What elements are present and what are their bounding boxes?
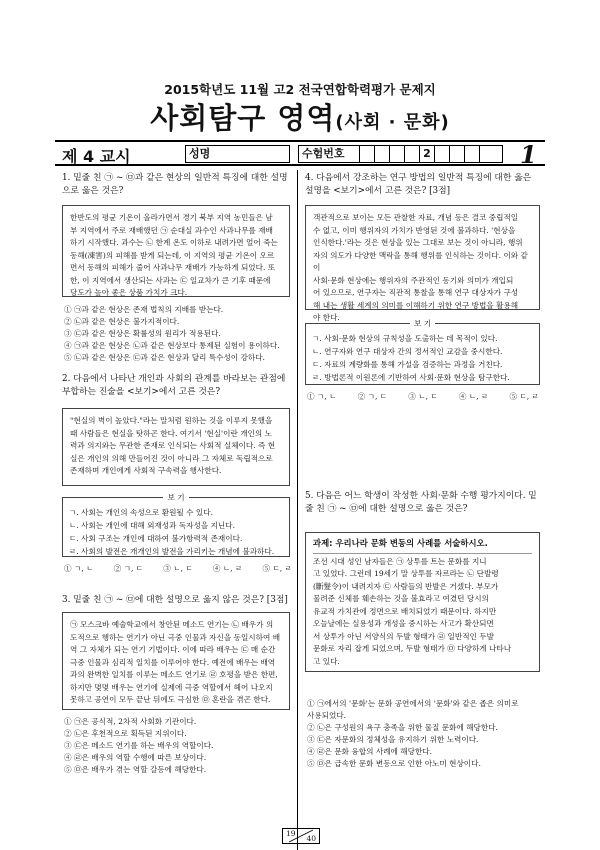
q5-choice-1-cont: 사용되었다. <box>307 711 347 720</box>
q1-choices <box>64 304 292 364</box>
header-top-rule <box>55 140 545 142</box>
q5-line: 서 상투가 아닌 서양식의 두발 형태가 ㉣ 일반적인 두발 <box>313 631 494 641</box>
footer-page-b: 40 <box>306 834 316 843</box>
q3-line: 역 그 자체가 되는 연기 기법이다. 이에 따라 배우는 ㉢ 매 순간 <box>70 645 276 654</box>
id-label: 수험번호 <box>302 147 345 160</box>
q1-choice-4[interactable]: ④ ㉠과 같은 현상은 ㉡과 같은 현상보다 통제된 실험이 용이하다. <box>64 341 280 350</box>
q5-line: 고 있었다. 그런데 19세기 말 상투를 자르라는 ㉡ 단발령 <box>313 569 499 578</box>
q4-bogi-label: 보 기 <box>410 319 435 328</box>
q3-choice-1[interactable]: ① ㉠은 공식적, 2차적 사회화 기관이다. <box>64 717 197 726</box>
q2-stem: 2. 다음에서 나타난 개인과 사회의 관계를 바라보는 관점에 부합하는 진술을 <보기>에서 고른 것은? <box>62 374 286 397</box>
q2-bogi-item: ㄹ. 사회의 발전은 개개인의 발전을 가리키는 개념에 불과하다. <box>69 547 275 556</box>
q1-line: 면서 동해의 피해가 줄어 사과나무 재배가 가능하게 되었다. 또 <box>70 263 276 272</box>
subject-title <box>0 96 600 137</box>
q3-line: ㉠ 모스크바 예술학교에서 창안된 메소드 연기는 ㉡ 배우가 의 <box>70 620 274 629</box>
q3-choice-3[interactable]: ③ ㉢은 메소드 연기를 하는 배우의 역할이다. <box>64 741 214 750</box>
q2-line: 실은 개인의 의해 만들어진 것이 아니라 그 자체로 독립적으로 <box>70 453 273 463</box>
q2-bogi-item: ㄱ. 사회는 개인의 속성으로 환원될 수 있다. <box>69 508 214 517</box>
q2-line: 력과 의지와는 무관한 존재로 인식되는 사회적 실체이다. 즉 현 <box>70 441 276 450</box>
q5-choice-3[interactable]: ③ ㉢은 자문화의 정체성을 유지하기 위한 노력이다. <box>307 735 479 744</box>
q2-bogi-item: ㄷ. 사회 구조는 개인에 대하여 불가항력적 존재이다. <box>69 534 243 543</box>
q2-option-4[interactable]: ④ ㄴ, ㄹ <box>212 564 243 573</box>
q3-line: 도적으로 행하는 연기가 아닌 극중 인물과 자신을 동일시하여 배 <box>70 632 281 642</box>
q5-line: 고 있다. <box>313 656 340 666</box>
q3-choices <box>64 716 292 776</box>
footer-page-counter <box>282 828 320 844</box>
id-field[interactable] <box>298 145 503 163</box>
q1-line: 동해(凍害)의 피해를 받게 되는데, 이 지역의 평균 기온이 오르 <box>70 250 275 260</box>
q3-line: 극중 인물과 심리적 일치를 이루어야 한다. 예전에 배우는 배역 <box>70 657 276 667</box>
page-number: 1 <box>520 140 537 169</box>
q2-passage <box>62 408 290 486</box>
q5-task-divider <box>313 553 532 554</box>
q4-line: 어 있으므로, 연구자는 직관적 통찰을 통해 연구 대상자가 구성 <box>313 288 519 297</box>
id-cell <box>479 146 494 162</box>
q1-stem: 1. 밑줄 친 ㉠ ~ ㉤과 같은 현상의 일반적 특징에 대한 설명으로 옳은 것은? <box>62 173 288 196</box>
name-field[interactable] <box>185 145 290 163</box>
q2-line: 존재하며 개인에게 사회적 구속력을 행사한다. <box>70 466 222 475</box>
q5-line: 문화로 자리 잡게 되었으며, 두발 형태가 ㉤ 다양하게 나타나 <box>313 644 512 653</box>
q5-line: 유교적 가치관에 정면으로 배치되었기 때문이다. 하지만 <box>313 606 497 616</box>
period-label: 제 4 교시 <box>62 147 131 166</box>
q2-option-5[interactable]: ⑤ ㄷ, ㄹ <box>262 564 292 573</box>
q4-bogi-item: ㄹ. 방법론적 이원론에 기반하여 사회·문화 현상을 탐구한다. <box>312 373 510 382</box>
q4-stem: 4. 다음에서 강조하는 연구 방법의 일반적 특징에 대한 옳은 설명을 <보기>에서 고른 것은? [3점] <box>305 173 532 196</box>
q2-option-3[interactable]: ③ ㄴ, ㄷ <box>163 564 193 573</box>
q2-line: "현실의 벽이 높았다."라는 말처럼 원하는 것을 이루지 못했을 <box>70 416 273 425</box>
q4-line: 자의 의도가 다양한 맥락을 통해 행위를 인식하는 것이다. 이와 같이 <box>313 250 528 272</box>
q2-bogi-label: 보 기 <box>163 493 188 502</box>
q4-option-5[interactable]: ⑤ ㄷ, ㄹ <box>509 392 539 401</box>
subject-main: 사회탐구 영역 <box>150 101 336 135</box>
q5-choice-1[interactable]: ① ㉠에서의 '문화'는 문화 공연에서의 '문화'와 같은 좁은 의미로 <box>307 699 519 708</box>
q3-passage <box>62 612 290 710</box>
q5-stem: 5. 다음은 어느 학생이 작성한 사회·문화 수행 평가지이다. 밑줄 친 ㉠ ~ ㉤에 대한 설명으로 옳은 것은? <box>305 491 537 514</box>
q5-line: 오늘날에는 실용성과 개성을 중시하는 사고가 확산되면 <box>313 619 494 628</box>
q1-line: 하기 시작했다. 과수는 ㉡ 한계 온도 이하로 내려가면 얼어 죽는 <box>70 238 278 247</box>
q3-choice-2[interactable]: ② ㉡은 후천적으로 획득된 지위이다. <box>64 729 187 738</box>
q4-option-2[interactable]: ② ㄱ, ㄷ <box>357 392 388 401</box>
id-cell <box>374 146 389 162</box>
q5-choice-5[interactable]: ⑤ ㉤은 급속한 문화 변동으로 인한 아노미 현상이다. <box>307 759 481 768</box>
id-cell <box>449 146 464 162</box>
id-cell <box>389 146 404 162</box>
q4-line: 인식한다.'라는 것은 현상을 있는 그대로 보는 것이 아니라, 행위 <box>313 238 523 247</box>
q1-line: 한반도의 평균 기온이 올라가면서 경기 북부 지역 농민들은 남 <box>70 213 273 222</box>
q4-passage <box>305 205 540 322</box>
q4-option-4[interactable]: ④ ㄴ, ㄹ <box>458 392 489 401</box>
q3-stem: 3. 밑줄 친 ㉠ ~ ㉤에 대한 설명으로 옳지 않은 것은? [3점] <box>62 595 288 605</box>
q4-option-1[interactable]: ① ㄱ, ㄴ <box>307 392 337 401</box>
q3-choice-4[interactable]: ④ ㉣은 배우의 역할 수행에 따른 보상이다. <box>64 753 207 762</box>
q5-line: 물려준 신체를 훼손하는 것을 불효라고 여겼던 당시의 <box>313 594 489 603</box>
id-cell <box>404 146 419 162</box>
q4-bogi-item: ㄷ. 자료의 계량화를 통해 가설을 검증하는 과정을 거친다. <box>312 360 503 369</box>
id-cell <box>359 146 374 162</box>
subject-sub: (사회 · 문화) <box>335 112 450 133</box>
q4-line: 수 없고, 이미 행위자의 가치가 반영된 것에 불과하다. '현상을 <box>313 225 516 235</box>
q4-line: 사회·문화 현상에는 행위자의 주관적인 동기와 의미가 개입되 <box>313 275 514 285</box>
q1-passage <box>62 205 290 297</box>
q4-option-3[interactable]: ③ ㄴ, ㄷ <box>408 392 438 401</box>
q1-line: 한, 이 지역에서 생산되는 사과는 ㉢ 일교차가 큰 기후 때문에 <box>70 275 271 285</box>
q2-bogi <box>62 493 290 557</box>
q5-task-title: 과제: 우리나라 문화 변동의 사례를 서술하시오. <box>313 538 488 548</box>
q5-choices <box>307 698 542 770</box>
column-divider <box>297 170 298 850</box>
q4-bogi-item: ㄴ. 연구자와 연구 대상자 간의 정서적인 교감을 중시한다. <box>312 347 503 356</box>
exam-title: 2015학년도 11월 고2 전국연합학력평가 문제지 <box>164 82 436 97</box>
header-bottom-rule <box>55 164 545 166</box>
q1-line: 부 지역에서 주로 재배했던 ㉠ 순대실 과수인 사과나무를 재배 <box>70 225 273 235</box>
q2-bogi-item: ㄴ. 사회는 개인에 대해 외재성과 독자성을 지닌다. <box>69 521 236 530</box>
q3-line: 하지만 몇몇 배우는 연기에 실제에 극중 역할에서 헤어 나오지 <box>70 682 273 692</box>
name-label: 성명 <box>189 147 211 160</box>
q5-choice-4[interactable]: ④ ㉣은 문화 융합의 사례에 해당한다. <box>307 747 433 756</box>
q5-line: 조선 시대 성인 남자들은 ㉠ 상투를 트는 문화를 지니 <box>313 556 487 566</box>
q4-bogi <box>305 319 540 385</box>
q1-line: 당도가 높아 좋은 상품 가치가 크다. <box>70 288 188 297</box>
q4-bogi-item: ㄱ. 사회·문화 현상의 규칙성을 도출하는 데 목적이 있다. <box>312 334 498 343</box>
q4-options <box>307 391 539 402</box>
q3-line: 못하고 공연이 모두 끝난 뒤에도 극심한 ㉤ 혼란을 겪곤 한다. <box>70 695 271 704</box>
q2-options <box>64 563 292 574</box>
q2-option-1[interactable]: ① ㄱ, ㄴ <box>64 564 94 573</box>
id-cell-fixed: 2 <box>419 146 434 162</box>
q3-choice-5[interactable]: ⑤ ㉤은 배우가 겪는 역할 갈등에 해당한다. <box>64 765 207 774</box>
q4-line: 야 한다. <box>313 313 340 322</box>
q1-choice-5[interactable]: ⑤ ㉡과 같은 현상은 ㉢과 같은 현상과 달리 특수성이 강하다. <box>64 353 265 362</box>
q5-choice-2[interactable]: ② ㉡은 구성원의 욕구 충족을 위한 물질 문화에 해당한다. <box>307 723 498 732</box>
id-cell <box>434 146 449 162</box>
id-cell <box>464 146 479 162</box>
q3-line: 과의 완벽한 일치를 이루는 메소드 연기로 ㉣ 호평을 받은 한편, <box>70 670 278 679</box>
q2-option-2[interactable]: ② ㄱ, ㄷ <box>113 564 144 573</box>
q5-task-box <box>305 532 540 672</box>
q1-choice-3[interactable]: ③ ㉢과 같은 현상은 확률성의 원리가 적용된다. <box>64 329 221 338</box>
q1-choice-2[interactable]: ② ㉡과 같은 현상은 불가지적이다. <box>64 317 180 326</box>
q4-line: 객관적으로 보이는 모든 관찰한 자료, 개념 등은 결코 중립적일 <box>313 213 519 222</box>
q4-line: 해 내는 생활 세계의 의미를 이해하기 위한 연구 방법을 활용해 <box>313 300 519 310</box>
q5-line: (斷髮令)이 내려지자 ㉢ 사람들의 반발은 거셌다. 부모가 <box>313 581 499 591</box>
footer-page-a: 19 <box>286 829 296 838</box>
q2-line: 때 사람들은 현실을 탓하곤 한다. 여기서 '현실'이란 개인의 노 <box>70 428 272 438</box>
q1-choice-1[interactable]: ① ㉠과 같은 현상은 존재 법칙의 지배를 받는다. <box>64 305 224 314</box>
